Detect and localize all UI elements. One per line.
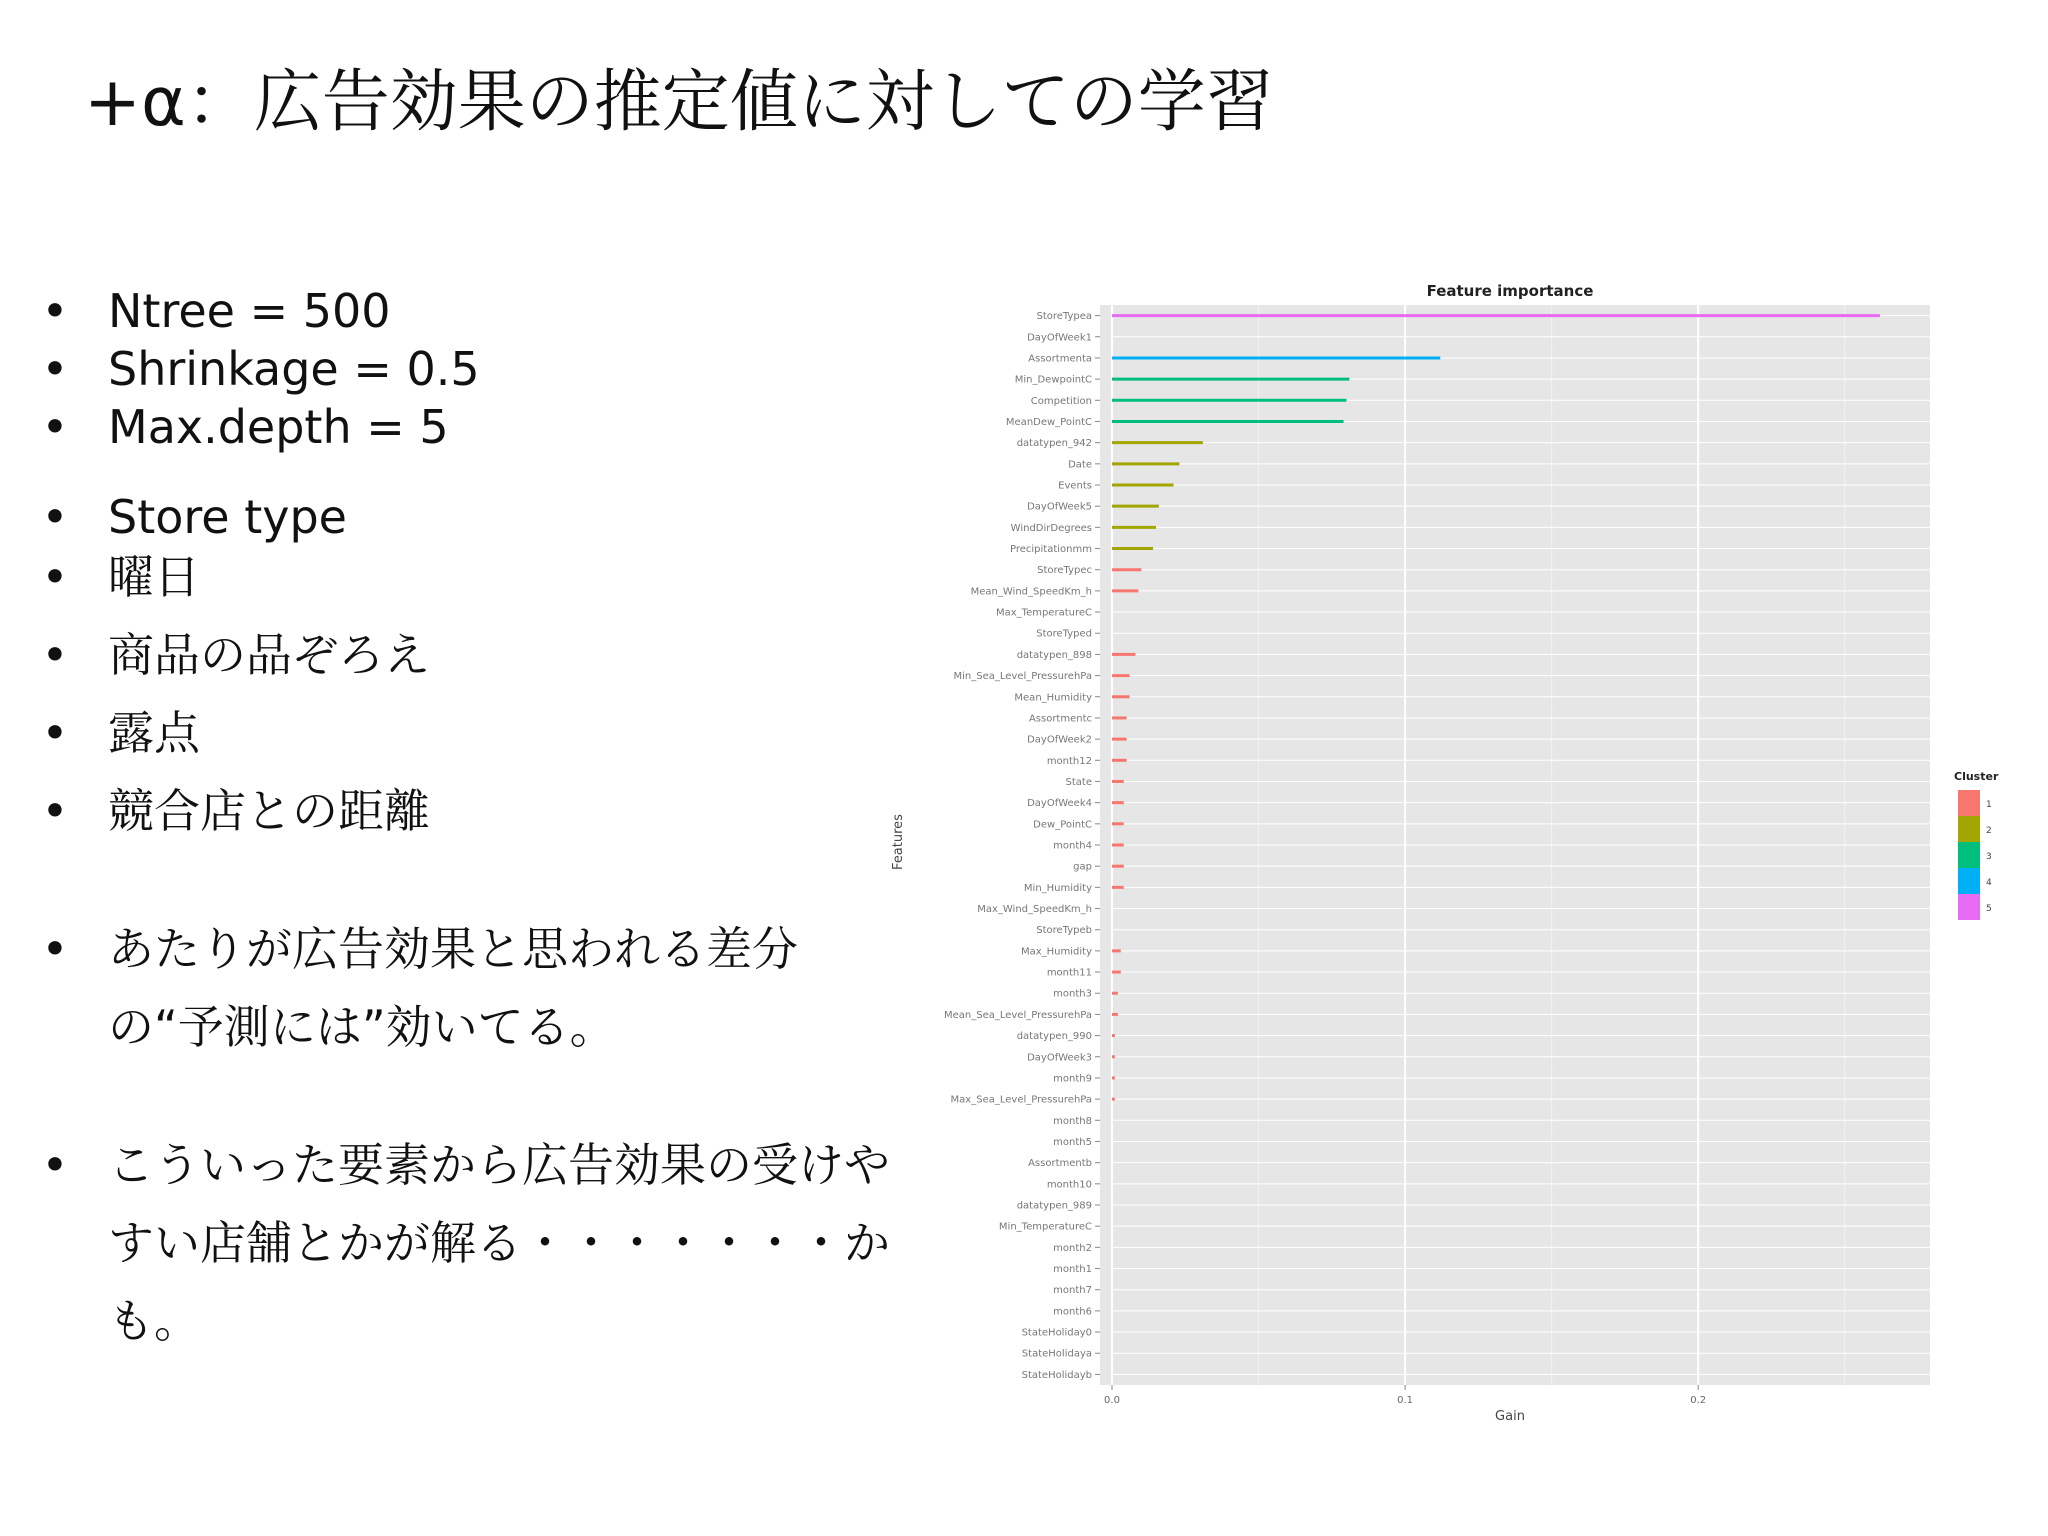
bullet-item xyxy=(40,1126,900,1360)
feature-label: datatypen_942 xyxy=(1016,438,1092,450)
bullet-item xyxy=(40,910,900,1066)
feature-label: Precipitationmm xyxy=(1010,544,1092,556)
legend-swatch xyxy=(1958,894,1980,920)
bullet-item xyxy=(40,694,900,772)
bullet-dot: • xyxy=(41,1138,69,1192)
legend-label: 2 xyxy=(1986,826,1992,836)
feature-label: month7 xyxy=(1053,1285,1092,1297)
feature-label: month1 xyxy=(1053,1264,1092,1276)
bullet-text: Ntree = 500 xyxy=(108,284,391,338)
feature-label: datatypen_990 xyxy=(1016,1031,1092,1043)
x-axis-label: Gain xyxy=(1495,1409,1525,1424)
feature-label: month11 xyxy=(1046,967,1092,979)
bullet-dot: • xyxy=(41,628,69,682)
feature-label: Min_Sea_Level_PressurehPa xyxy=(953,671,1092,683)
bullet-dot: • xyxy=(41,284,69,338)
feature-label: Assortmentc xyxy=(1028,713,1092,725)
feature-label: Min_TemperatureC xyxy=(998,1221,1092,1233)
feature-label: month12 xyxy=(1046,755,1092,767)
feature-label: Min_Humidity xyxy=(1023,882,1092,894)
feature-label: DayOfWeek1 xyxy=(1027,332,1092,344)
feature-label: StateHoliday0 xyxy=(1021,1327,1092,1339)
slide-title: +α：広告効果の推定値に対しての学習 xyxy=(84,63,1274,142)
feature-label: MeanDew_PointC xyxy=(1005,416,1092,428)
feature-label: month9 xyxy=(1053,1073,1092,1085)
feature-label: Mean_Sea_Level_PressurehPa xyxy=(943,1009,1092,1021)
feature-label: Assortmentb xyxy=(1028,1158,1092,1170)
bullet-list xyxy=(40,282,900,1360)
feature-label: StoreTypec xyxy=(1037,565,1092,577)
feature-label: gap xyxy=(1073,861,1092,873)
bullet-text: 露点 xyxy=(108,706,200,760)
bullet-item xyxy=(40,340,900,398)
feature-label: datatypen_898 xyxy=(1016,649,1092,661)
feature-label: Min_DewpointC xyxy=(1014,374,1092,386)
legend-swatch xyxy=(1958,868,1980,894)
legend-label: 3 xyxy=(1986,852,1992,862)
bullet-item xyxy=(40,398,900,456)
bullet-text: こういった要素から広告効果の受けやすい店舗とかが解る・・・・・・・かも。 xyxy=(108,1138,890,1348)
feature-label: Assortmenta xyxy=(1028,353,1092,365)
feature-label: State xyxy=(1065,776,1092,788)
feature-label: month8 xyxy=(1053,1115,1092,1127)
feature-label: month5 xyxy=(1053,1136,1092,1148)
feature-label: month6 xyxy=(1053,1306,1092,1318)
feature-label: StateHolidaya xyxy=(1021,1348,1092,1360)
feature-label: datatypen_989 xyxy=(1016,1200,1092,1212)
feature-label: Events xyxy=(1058,480,1092,492)
bullet-text: 商品の品ぞろえ xyxy=(108,628,430,682)
feature-label: DayOfWeek4 xyxy=(1027,798,1092,810)
feature-label: Mean_Wind_SpeedKm_h xyxy=(970,586,1092,598)
feature-importance-chart xyxy=(880,270,2040,1440)
feature-label: Max_Wind_SpeedKm_h xyxy=(977,904,1092,916)
feature-label: Dew_PointC xyxy=(1033,819,1092,831)
bullet-dot: • xyxy=(41,400,69,454)
legend-swatch xyxy=(1958,816,1980,842)
feature-label: Max_Sea_Level_PressurehPa xyxy=(950,1094,1092,1106)
feature-label: Competition xyxy=(1030,395,1092,407)
bullet-text: あたりが広告効果と思われる差分の“予測には”効いてる。 xyxy=(108,922,798,1054)
feature-label: month2 xyxy=(1053,1242,1092,1254)
legend-label: 4 xyxy=(1986,878,1992,888)
bullet-dot: • xyxy=(41,490,69,544)
x-tick-label: 0.0 xyxy=(1104,1395,1120,1406)
legend-swatch xyxy=(1958,790,1980,816)
chart-title: Feature importance xyxy=(1426,282,1594,300)
bullet-item xyxy=(40,616,900,694)
feature-label: Max_TemperatureC xyxy=(995,607,1092,619)
feature-label: month4 xyxy=(1053,840,1092,852)
feature-label: month10 xyxy=(1046,1179,1092,1191)
legend-label: 5 xyxy=(1986,904,1992,914)
feature-label: month3 xyxy=(1053,988,1092,1000)
bullet-dot: • xyxy=(41,342,69,396)
bullet-dot: • xyxy=(41,784,69,838)
y-axis-label: Features xyxy=(891,814,906,870)
feature-label: WindDirDegrees xyxy=(1010,522,1092,534)
feature-label: StoreTypea xyxy=(1036,311,1092,323)
bullet-dot: • xyxy=(41,922,69,976)
bullet-dot: • xyxy=(41,550,69,604)
bullet-item xyxy=(40,772,900,850)
bullet-text: Max.depth = 5 xyxy=(108,400,449,454)
feature-label: Date xyxy=(1068,459,1092,471)
legend-title: Cluster xyxy=(1954,770,1999,783)
legend-swatch xyxy=(1958,842,1980,868)
legend-label: 1 xyxy=(1986,800,1992,810)
feature-label: DayOfWeek3 xyxy=(1027,1052,1092,1064)
bullet-text: 曜日 xyxy=(108,550,200,604)
bullet-text: Shrinkage = 0.5 xyxy=(108,342,480,396)
feature-label: Mean_Humidity xyxy=(1014,692,1092,704)
feature-label: DayOfWeek5 xyxy=(1027,501,1092,513)
x-tick-label: 0.1 xyxy=(1397,1395,1414,1406)
feature-label: DayOfWeek2 xyxy=(1027,734,1092,746)
bullet-item xyxy=(40,282,900,340)
feature-label: Max_Humidity xyxy=(1020,946,1092,958)
bullet-item xyxy=(40,538,900,616)
feature-label: StoreTyped xyxy=(1036,628,1092,640)
bullet-text: Store type xyxy=(108,490,347,544)
feature-label: StoreTypeb xyxy=(1036,925,1092,937)
bullet-dot: • xyxy=(41,706,69,760)
x-tick-label: 0.2 xyxy=(1690,1395,1707,1406)
chart-svg xyxy=(880,270,2040,1440)
bullet-text: 競合店との距離 xyxy=(108,784,430,838)
feature-label: StateHolidayb xyxy=(1021,1369,1092,1381)
